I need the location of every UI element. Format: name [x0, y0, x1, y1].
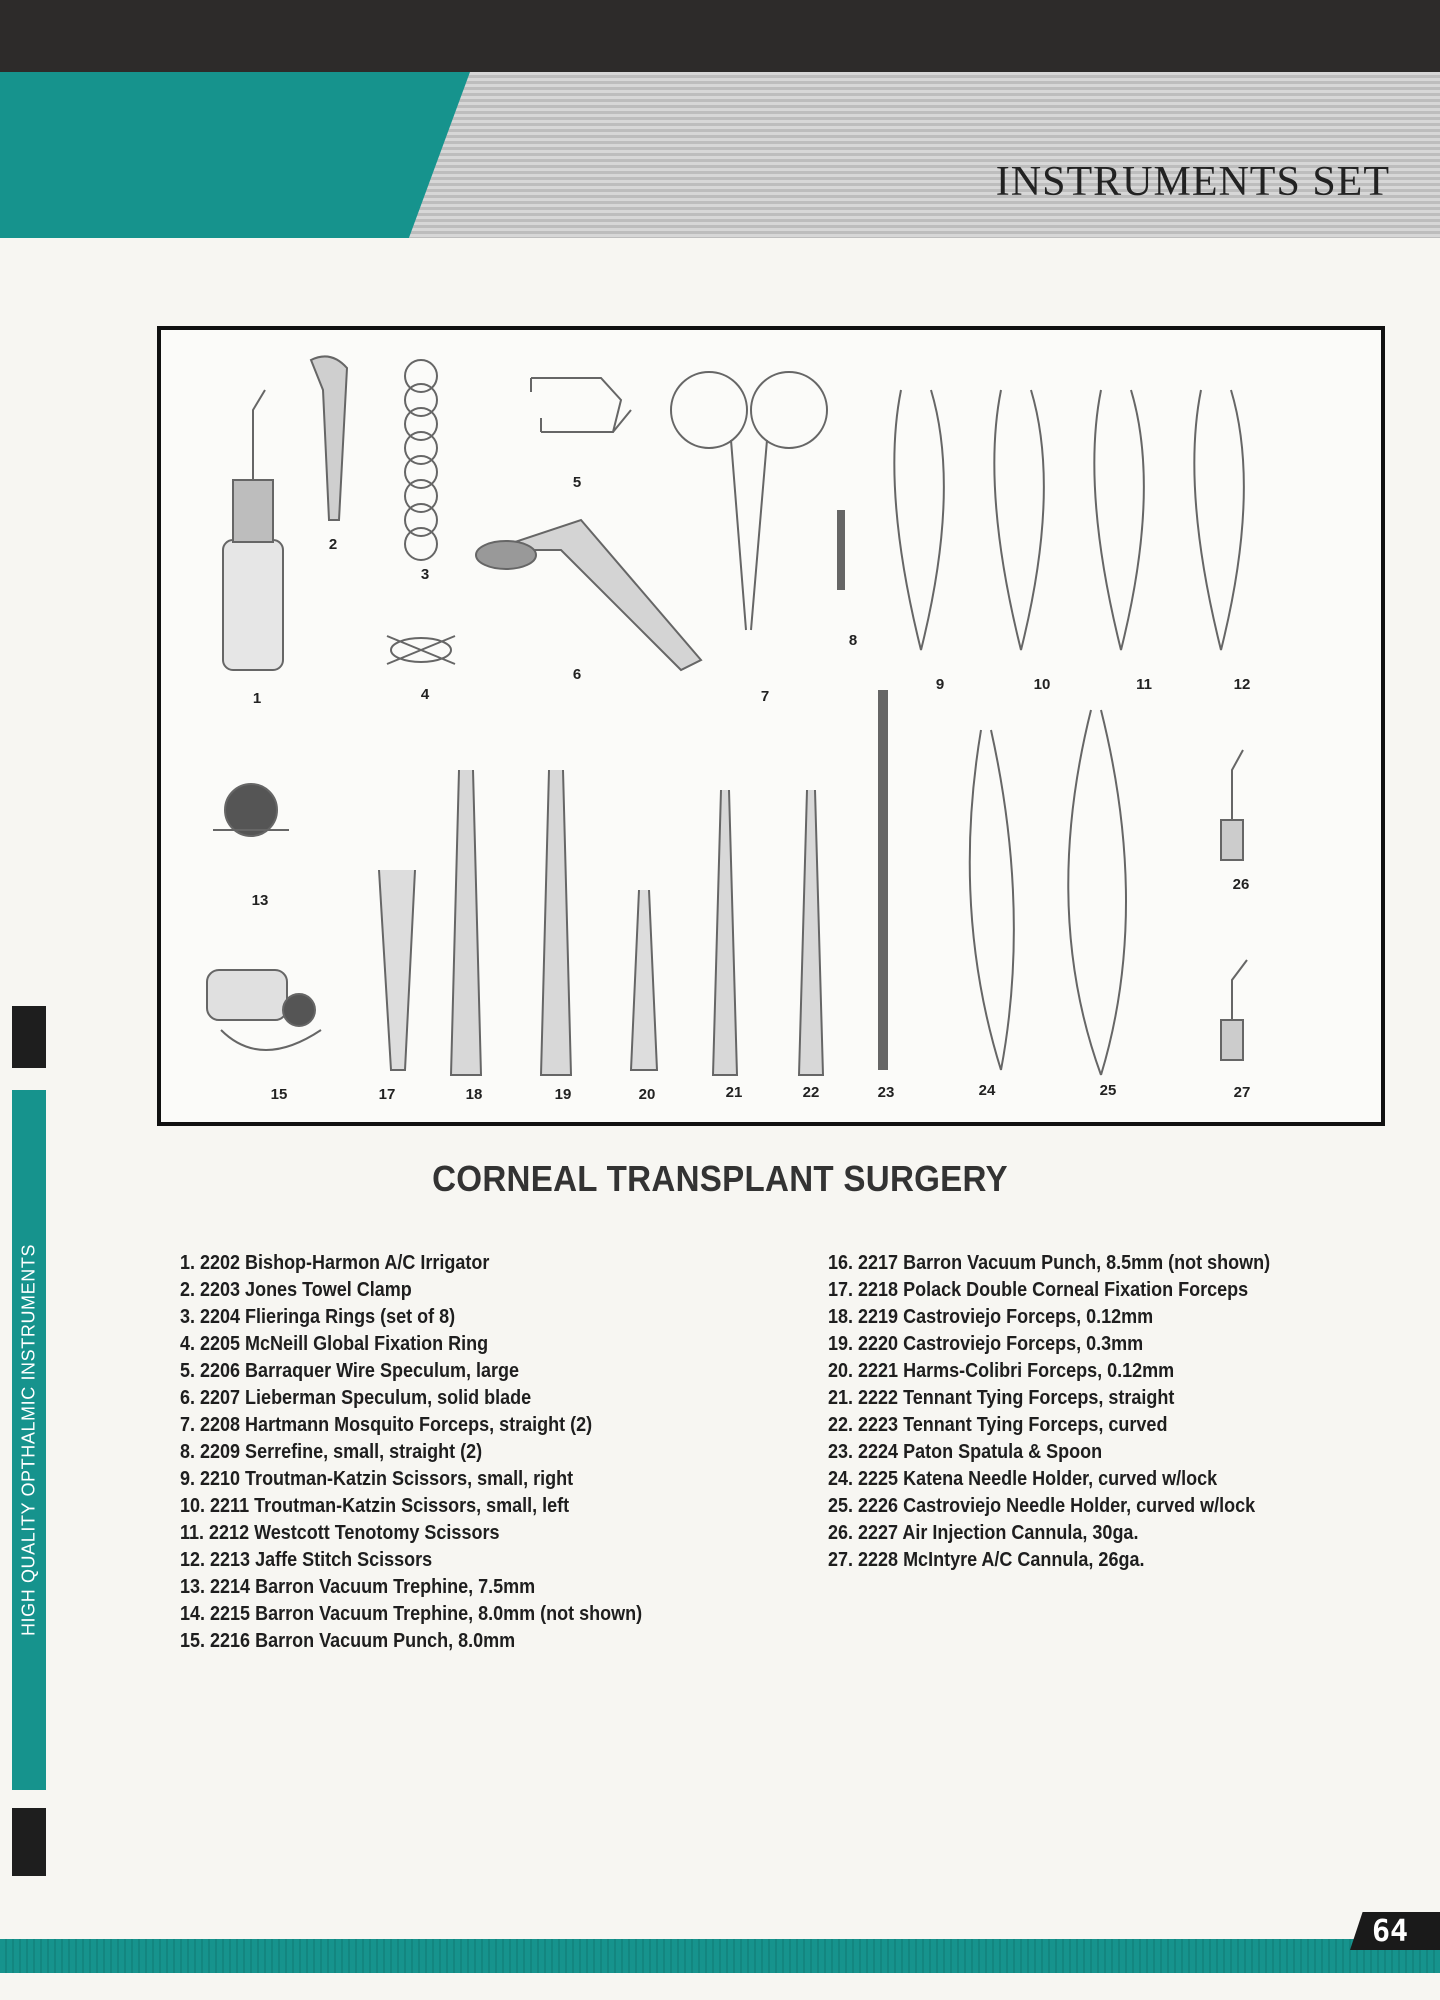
- tying-forceps-illustration: [713, 690, 883, 1075]
- instruments-illustration: [161, 330, 1381, 1122]
- needle-holder-illustration: [970, 710, 1126, 1075]
- list-item: 20. 2221 Harms-Colibri Forceps, 0.12mm: [828, 1360, 1175, 1382]
- figure-number: 12: [1233, 676, 1251, 693]
- figure-number: 9: [935, 676, 945, 693]
- sidebar-label: HIGH QUALITY OPTHALMIC INSTRUMENTS: [18, 1243, 39, 1637]
- vacuum-punch-illustration: [207, 970, 321, 1050]
- figure-number: 1: [252, 690, 262, 707]
- header-teal-accent: [0, 72, 470, 238]
- list-item: 1. 2202 Bishop-Harmon A/C Irrigator: [180, 1252, 490, 1274]
- list-item: 2. 2203 Jones Towel Clamp: [180, 1279, 412, 1301]
- figure-number: 26: [1232, 876, 1250, 893]
- figure-number: 8: [848, 632, 858, 649]
- list-item: 21. 2222 Tennant Tying Forceps, straight: [828, 1387, 1175, 1409]
- sidebar-marker-top: [12, 1006, 46, 1068]
- list-item: 13. 2214 Barron Vacuum Trephine, 7.5mm: [180, 1576, 536, 1598]
- footer-band: [0, 1939, 1440, 1973]
- list-item: 16. 2217 Barron Vacuum Punch, 8.5mm (not shown): [828, 1252, 1271, 1274]
- list-item: 7. 2208 Hartmann Mosquito Forceps, straight (2): [180, 1414, 593, 1436]
- figure-number: 2: [328, 536, 338, 553]
- instrument-list-right: [828, 1250, 1319, 1574]
- figure-number: 24: [978, 1082, 996, 1099]
- list-item: 10. 2211 Troutman-Katzin Scissors, small, left: [180, 1495, 570, 1517]
- forceps-illustration: [379, 770, 657, 1075]
- list-item: 25. 2226 Castroviejo Needle Holder, curved w/lock: [828, 1495, 1256, 1517]
- sidebar-marker-bottom: [12, 1808, 46, 1876]
- figure-number: 23: [877, 1084, 895, 1101]
- figure-number: 3: [420, 566, 430, 583]
- figure-number: 20: [638, 1086, 656, 1103]
- mosquito-forceps-illustration: [671, 372, 827, 630]
- list-item: 12. 2213 Jaffe Stitch Scissors: [180, 1549, 433, 1571]
- figure-number: 4: [420, 686, 430, 703]
- list-item: 8. 2209 Serrefine, small, straight (2): [180, 1441, 483, 1463]
- list-item: 19. 2220 Castroviejo Forceps, 0.3mm: [828, 1333, 1144, 1355]
- list-item: 17. 2218 Polack Double Corneal Fixation Forceps: [828, 1279, 1249, 1301]
- figure-number: 15: [270, 1086, 288, 1103]
- wire-speculum-illustration: [531, 378, 631, 432]
- figure-number: 18: [465, 1086, 483, 1103]
- list-item: 6. 2207 Lieberman Speculum, solid blade: [180, 1387, 532, 1409]
- list-item: 24. 2225 Katena Needle Holder, curved w/lock: [828, 1468, 1218, 1490]
- list-item: 23. 2224 Paton Spatula & Spoon: [828, 1441, 1103, 1463]
- list-item: 11. 2212 Westcott Tenotomy Scissors: [180, 1522, 500, 1544]
- fixation-ring-illustration: [387, 636, 455, 664]
- irrigator-bottle-illustration: [223, 390, 283, 670]
- figure-number: 21: [725, 1084, 743, 1101]
- figure-number: 6: [572, 666, 582, 683]
- flieringa-rings-illustration: [405, 360, 437, 560]
- list-item: 9. 2210 Troutman-Katzin Scissors, small, right: [180, 1468, 574, 1490]
- figure-number: 25: [1099, 1082, 1117, 1099]
- list-item: 4. 2205 McNeill Global Fixation Ring: [180, 1333, 489, 1355]
- figure-number: 22: [802, 1084, 820, 1101]
- figure-number: 19: [554, 1086, 572, 1103]
- list-item: 15. 2216 Barron Vacuum Punch, 8.0mm: [180, 1630, 516, 1652]
- figure-number: 13: [251, 892, 269, 909]
- list-item: 26. 2227 Air Injection Cannula, 30ga.: [828, 1522, 1139, 1544]
- figure-number: 11: [1136, 676, 1152, 693]
- section-title: CORNEAL TRANSPLANT SURGERY: [432, 1158, 1008, 1199]
- top-dark-bar: [0, 0, 1440, 72]
- towel-clamp-illustration: [311, 356, 347, 520]
- figure-number: 17: [378, 1086, 396, 1103]
- list-item: 14. 2215 Barron Vacuum Trephine, 8.0mm (not shown): [180, 1603, 643, 1625]
- page-title: INSTRUMENTS SET: [995, 159, 1390, 205]
- page-number: 64: [1372, 1914, 1409, 1949]
- figure-number: 7: [760, 688, 770, 705]
- list-item: 18. 2219 Castroviejo Forceps, 0.12mm: [828, 1306, 1154, 1328]
- list-item: 5. 2206 Barraquer Wire Speculum, large: [180, 1360, 519, 1382]
- vacuum-trephine-illustration: [213, 784, 289, 836]
- figure-number: 27: [1233, 1084, 1251, 1101]
- scissors-illustration: [894, 390, 1244, 650]
- figure-number: 5: [572, 474, 582, 491]
- cannula-illustration: [1221, 750, 1247, 1060]
- list-item: 3. 2204 Flieringa Rings (set of 8): [180, 1306, 456, 1328]
- list-item: 22. 2223 Tennant Tying Forceps, curved: [828, 1414, 1168, 1436]
- list-item: 27. 2228 McIntyre A/C Cannula, 26ga.: [828, 1549, 1145, 1571]
- instrument-list-left: [180, 1250, 693, 1655]
- figure-number: 10: [1033, 676, 1051, 693]
- instruments-figure: [157, 326, 1385, 1126]
- lieberman-speculum-illustration: [476, 520, 701, 670]
